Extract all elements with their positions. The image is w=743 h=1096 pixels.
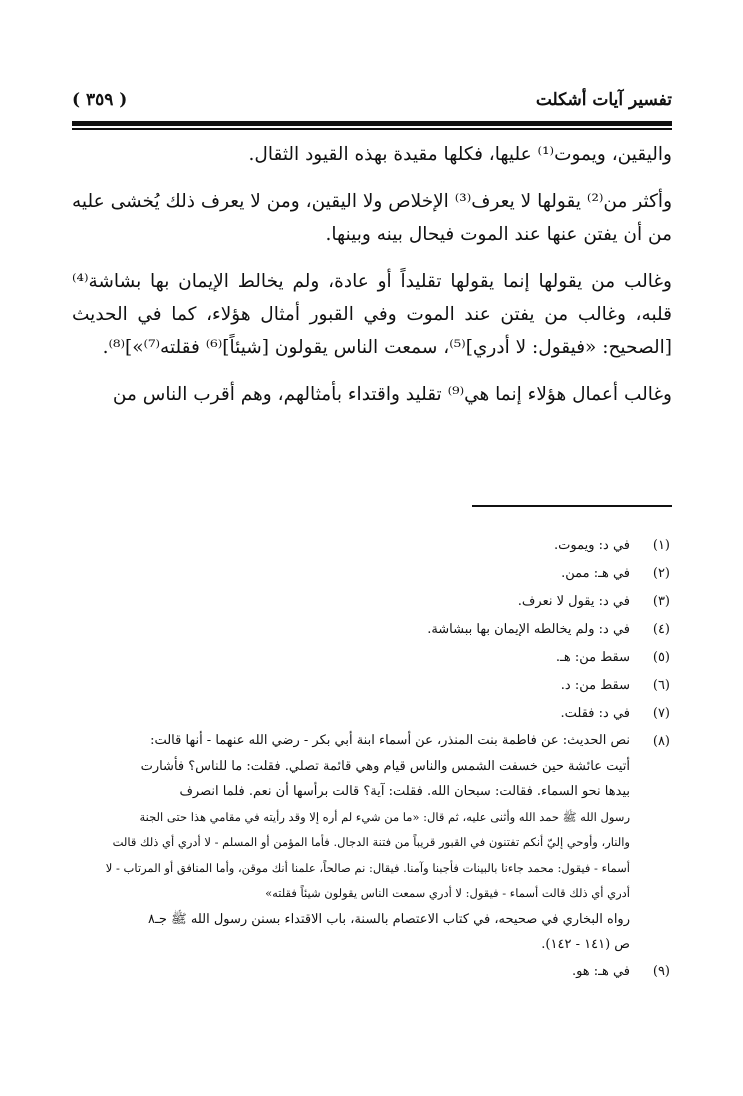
- footnote-number: (٣): [652, 594, 670, 609]
- footnote-number: (٤): [652, 622, 670, 637]
- footnote-8-line: أدري أي ذلك قالت أسماء - فيقول: لا أدري سمعت الناس يقولون شيئاً فقلته»: [265, 886, 630, 900]
- footnote-9: [72, 958, 670, 986]
- footnote-number: (٢): [652, 566, 670, 581]
- footnote-8-line: رواه البخاري في صحيحه، في كتاب الاعتصام بالسنة، باب الاقتداء بسنن رسول الله ﷺ جـ٨: [148, 911, 630, 927]
- running-title: تفسير آيات أشكلت: [535, 90, 672, 110]
- paragraph-1: واليقين، ويموت⁽¹⁾ عليها، فكلها مقيدة بهذه القيود الثقال.: [248, 144, 672, 165]
- paragraph-2: وأكثر من⁽²⁾ يقولها لا يعرف⁽³⁾ الإخلاص ولا اليقين، ومن لا يعرف ذلك يُخشى عليه من أن يفتن عنها عند الموت فيحال بينه وبينها.: [72, 191, 673, 245]
- footnote-text: في د: ويموت.: [554, 538, 630, 553]
- footnote-6: [72, 672, 670, 700]
- page-header: [72, 88, 672, 116]
- footnote-8-line: ص (١٤١ - ١٤٢).: [541, 937, 630, 952]
- footnote-8-line: بيدها نحو السماء. فقالت: سبحان الله. فقلت: آية؟ قالت برأسها أن نعم. فلما انصرف: [179, 784, 630, 799]
- footnote-text: في د: يقول لا نعرف.: [517, 594, 630, 609]
- paragraph-4: وغالب أعمال هؤلاء إنما هي⁽⁹⁾ تقليد واقتداء بأمثالهم، وهم أقرب الناس من: [112, 384, 672, 405]
- footnote-text: في د: فقلت.: [560, 706, 630, 721]
- footnote-text: في هـ: ممن.: [561, 566, 630, 581]
- paragraph-3: وغالب من يقولها إنما يقولها تقليداً أو عادة، ولم يخالط الإيمان بها بشاشة⁽⁴⁾ قلبه، وغالب من يفتن عند الموت وفي القبور أمثال هؤلاء، كما في الحديث [الصحيح: «فيقول: لا أدري]⁽⁵⁾، سمعت الناس يقولون [شيئاً]⁽⁶⁾ فقلته⁽⁷⁾»]⁽⁸⁾.: [72, 271, 672, 358]
- footnote-number: (٩): [652, 963, 670, 979]
- footnote-text: سقط من: هـ.: [555, 650, 630, 665]
- footnote-8-line: نص الحديث: عن فاطمة بنت المنذر، عن أسماء ابنة أبي بكر - رضي الله عنهما - أنها قالت:: [150, 733, 630, 748]
- footnote-8-line: أسماء - فيقول: محمد جاءنا بالبينات فأجبنا وآمنا. فيقال: نم صالحاً، علمنا أنك موقن، وأما المنافق أو المرتاب - لا: [105, 860, 630, 875]
- footnote-8-line: والنار، وأوحي إليّ أنكم تفتنون في القبور قريباً من فتنة الدجال. فأما المؤمن أو المسلم - لا أدري أي ذلك قالت: [112, 835, 630, 849]
- footnote-separator: [472, 505, 672, 507]
- footnote-5: [72, 644, 670, 672]
- footnote-text: سقط من: د.: [560, 678, 630, 693]
- header-rule-thin: [72, 128, 672, 130]
- footnote-8: [72, 728, 670, 958]
- page-number: ( ٣٥٩ ): [72, 90, 128, 110]
- footnotes: [72, 532, 670, 986]
- footnote-4: [72, 616, 670, 644]
- footnote-7: [72, 700, 670, 728]
- footnote-text: في هـ: هو.: [571, 963, 630, 979]
- footnote-number: (٦): [652, 678, 670, 693]
- footnote-number: (٥): [652, 650, 670, 665]
- footnote-3: [72, 588, 670, 616]
- footnote-1: [72, 532, 670, 560]
- footnote-8-line: أتيت عائشة حين خسفت الشمس والناس قيام وهي قائمة تصلي. فقلت: ما للناس؟ فأشارت: [140, 758, 630, 774]
- footnote-2: [72, 560, 670, 588]
- main-text: [72, 138, 672, 411]
- footnote-number: (٧): [652, 706, 670, 721]
- footnote-8-line: رسول الله ﷺ حمد الله وأثنى عليه، ثم قال: «ما من شيء لم أره إلا وقد رأيته في مقامي هذا حتى الجنة: [139, 809, 630, 824]
- footnote-number: (١): [652, 538, 670, 553]
- footnote-8-text: [72, 728, 630, 958]
- header-rule-thick: [72, 121, 672, 126]
- footnote-text: في د: ولم يخالطه الإيمان بها ببشاشة.: [427, 622, 630, 637]
- footnote-number: (٨): [652, 734, 670, 749]
